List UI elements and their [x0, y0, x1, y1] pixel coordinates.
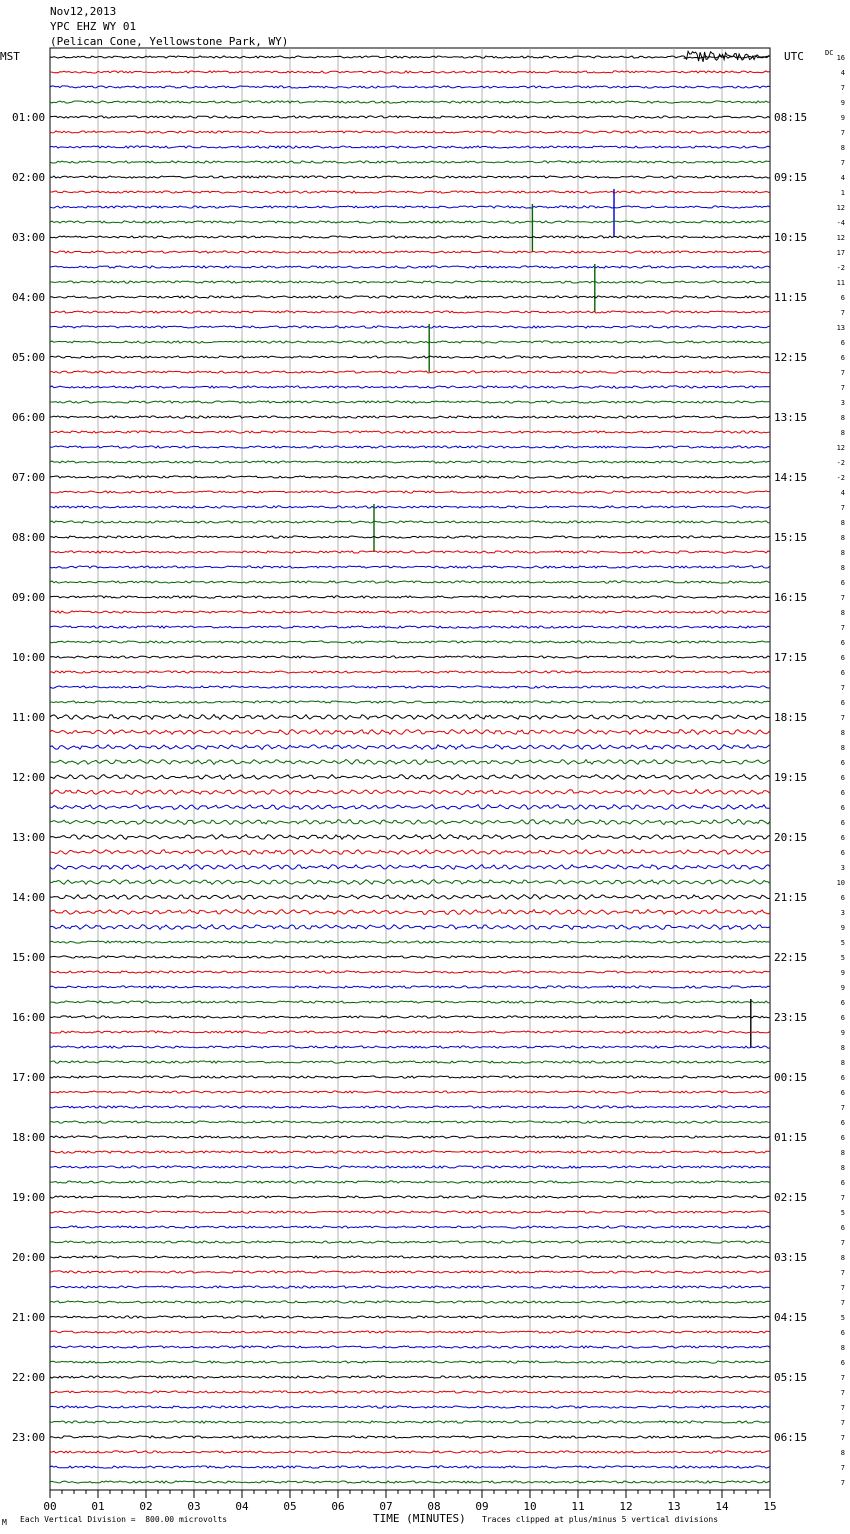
right-hour-label: 16:15 [774, 591, 808, 604]
dc-offset-value: 6 [840, 1089, 845, 1097]
dc-offset-value: 6 [840, 1329, 845, 1337]
trace-row [50, 416, 770, 418]
trace-row [50, 865, 770, 870]
trace-row [50, 1121, 770, 1123]
trace-row [50, 1421, 770, 1423]
scale-note: Each Vertical Division = 800.00 microvolts [20, 1515, 228, 1524]
dc-offset-value: 5 [840, 954, 845, 962]
trace-row [50, 1001, 770, 1003]
trace-row [50, 701, 770, 703]
dc-offset-value: 13 [836, 324, 845, 332]
dc-offset-value: 7 [840, 84, 845, 92]
x-tick-label: 09 [475, 1500, 489, 1513]
trace-row [50, 1316, 770, 1318]
trace-row [50, 745, 770, 750]
trace-row [50, 161, 770, 163]
dc-offset-value: 1 [840, 189, 845, 197]
dc-offset-value: 8 [840, 1254, 845, 1262]
left-hour-label: 20:00 [12, 1251, 46, 1264]
dc-offset-value: 8 [840, 144, 845, 152]
plot-date: Nov12,2013 [50, 5, 117, 18]
dc-offset-value: 6 [840, 1224, 845, 1232]
trace-row [50, 1376, 770, 1378]
dc-offset-value: 6 [840, 639, 845, 647]
dc-offset-value: 7 [840, 1464, 845, 1472]
dc-offset-value: 9 [840, 984, 845, 992]
x-tick-label: 07 [379, 1500, 393, 1513]
trace-row [50, 371, 770, 373]
trace-row [50, 1181, 770, 1183]
trace-row [50, 251, 770, 253]
trace-row [50, 986, 770, 988]
dc-offset-value: 16 [836, 54, 845, 62]
dc-offset-value: 6 [840, 1134, 845, 1142]
dc-offset-value: 6 [840, 354, 845, 362]
trace-row [50, 925, 770, 930]
trace-row [50, 1046, 770, 1048]
dc-offset-value: 7 [840, 504, 845, 512]
dc-offset-value: 8 [840, 534, 845, 542]
left-hour-label: 06:00 [12, 411, 46, 424]
trace-row [50, 1301, 770, 1303]
trace-row [50, 1271, 770, 1273]
trace-row [50, 775, 770, 780]
trace-row [50, 1061, 770, 1063]
dc-offset-value: -2 [836, 459, 845, 467]
dc-offset-value: 7 [840, 309, 845, 317]
dc-offset-value: 4 [840, 489, 845, 497]
dc-offset-value: 6 [840, 849, 845, 857]
trace-row [50, 266, 770, 268]
dc-offset-value: 6 [840, 654, 845, 662]
trace-row [50, 296, 770, 298]
trace-row [50, 461, 770, 463]
dc-offset-value: 6 [840, 1074, 845, 1082]
right-hour-label: 06:15 [774, 1431, 808, 1444]
x-tick-label: 11 [571, 1500, 585, 1513]
trace-row [50, 1211, 770, 1213]
trace-row [50, 1286, 770, 1288]
trace-row [50, 956, 770, 958]
left-hour-label: 22:00 [12, 1371, 46, 1384]
trace-row [50, 551, 770, 553]
x-tick-label: 14 [715, 1500, 729, 1513]
left-hour-label: 10:00 [12, 651, 46, 664]
trace-row [50, 910, 770, 915]
left-hour-label: 07:00 [12, 471, 46, 484]
dc-offset-value: 6 [840, 579, 845, 587]
trace-row [50, 656, 770, 658]
trace-row [50, 116, 770, 118]
trace-row [50, 686, 770, 688]
left-timezone-label: MST [0, 50, 20, 63]
left-hour-label: 18:00 [12, 1131, 46, 1144]
x-tick-label: 08 [427, 1500, 441, 1513]
dc-offset-label: DC [825, 49, 834, 57]
trace-row [50, 1481, 770, 1483]
dc-offset-value: 7 [840, 129, 845, 137]
dc-offset-value: 6 [840, 1014, 845, 1022]
right-hour-label: 05:15 [774, 1371, 808, 1384]
trace-row [50, 521, 770, 523]
x-tick-label: 05 [283, 1500, 297, 1513]
trace-row [50, 131, 770, 133]
right-hour-label: 22:15 [774, 951, 808, 964]
x-tick-label: 06 [331, 1500, 345, 1513]
dc-offset-value: 6 [840, 339, 845, 347]
trace-row [50, 760, 770, 765]
dc-offset-value: 6 [840, 999, 845, 1007]
right-hour-label: 04:15 [774, 1311, 808, 1324]
trace-row [50, 221, 770, 223]
dc-offset-value: 17 [836, 249, 845, 257]
dc-offset-value: 7 [840, 1374, 845, 1382]
left-hour-label: 11:00 [12, 711, 46, 724]
dc-offset-value: 8 [840, 549, 845, 557]
right-hour-label: 00:15 [774, 1071, 808, 1084]
dc-offset-value: 7 [840, 1389, 845, 1397]
x-tick-label: 12 [619, 1500, 633, 1513]
trace-row [50, 356, 770, 358]
x-tick-label: 00 [43, 1500, 57, 1513]
corner-mark: M [2, 1518, 7, 1527]
trace-row [50, 1451, 770, 1453]
dc-offset-value: 7 [840, 1194, 845, 1202]
trace-row [50, 805, 770, 810]
trace-row [50, 611, 770, 613]
right-hour-label: 09:15 [774, 171, 808, 184]
trace-row [50, 536, 770, 538]
left-hour-label: 17:00 [12, 1071, 46, 1084]
dc-offset-value: 6 [840, 789, 845, 797]
right-hour-label: 12:15 [774, 351, 808, 364]
right-hour-label: 11:15 [774, 291, 808, 304]
dc-offset-value: 4 [840, 69, 845, 77]
right-hour-label: 17:15 [774, 651, 808, 664]
dc-offset-value: 6 [840, 804, 845, 812]
left-hour-label: 15:00 [12, 951, 46, 964]
dc-offset-value: 7 [840, 1419, 845, 1427]
left-hour-label: 02:00 [12, 171, 46, 184]
dc-offset-value: 8 [840, 744, 845, 752]
dc-offset-value: 6 [840, 294, 845, 302]
dc-offset-value: 6 [840, 699, 845, 707]
dc-offset-value: 8 [840, 519, 845, 527]
trace-row [50, 850, 770, 855]
right-hour-label: 20:15 [774, 831, 808, 844]
dc-offset-value: 8 [840, 1149, 845, 1157]
trace-row [50, 895, 770, 900]
dc-offset-value: 7 [840, 1434, 845, 1442]
dc-offset-value: 9 [840, 924, 845, 932]
dc-offset-value: 9 [840, 969, 845, 977]
left-hour-label: 04:00 [12, 291, 46, 304]
dc-offset-value: 6 [840, 774, 845, 782]
dc-offset-value: 6 [840, 819, 845, 827]
dc-offset-value: 8 [840, 1449, 845, 1457]
dc-offset-value: 7 [840, 1284, 845, 1292]
trace-row [50, 835, 770, 840]
dc-offset-value: 6 [840, 834, 845, 842]
right-hour-label: 19:15 [774, 771, 808, 784]
dc-offset-value: 7 [840, 1404, 845, 1412]
trace-row [50, 1391, 770, 1393]
dc-offset-value: 6 [840, 759, 845, 767]
dc-offset-value: 4 [840, 174, 845, 182]
dc-offset-value: 7 [840, 1104, 845, 1112]
left-hour-label: 03:00 [12, 231, 46, 244]
dc-offset-value: 5 [840, 1314, 845, 1322]
dc-offset-value: 8 [840, 414, 845, 422]
dc-offset-value: 7 [840, 624, 845, 632]
right-hour-label: 03:15 [774, 1251, 808, 1264]
dc-offset-value: 9 [840, 114, 845, 122]
trace-row [50, 566, 770, 568]
dc-offset-value: 3 [840, 864, 845, 872]
left-hour-label: 14:00 [12, 891, 46, 904]
dc-offset-value: 12 [836, 204, 845, 212]
trace-row [50, 491, 770, 493]
station-location: (Pelican Cone, Yellowstone Park, WY) [50, 35, 289, 48]
trace-row [50, 431, 770, 433]
dc-offset-value: 6 [840, 1359, 845, 1367]
right-hour-label: 01:15 [774, 1131, 808, 1144]
dc-offset-value: 8 [840, 1344, 845, 1352]
trace-row [50, 1361, 770, 1363]
dc-offset-value: 7 [840, 1269, 845, 1277]
trace-row [50, 146, 770, 148]
dc-offset-value: 7 [840, 159, 845, 167]
trace-row [50, 311, 770, 313]
dc-offset-value: 12 [836, 234, 845, 242]
trace-row [50, 1226, 770, 1228]
dc-offset-value: 12 [836, 444, 845, 452]
trace-row [50, 401, 770, 403]
trace-row [50, 506, 770, 508]
dc-offset-value: -4 [836, 219, 845, 227]
trace-row [50, 1106, 770, 1108]
trace-row [50, 86, 770, 88]
x-tick-label: 01 [91, 1500, 105, 1513]
dc-offset-value: 6 [840, 1119, 845, 1127]
left-hour-label: 21:00 [12, 1311, 46, 1324]
dc-offset-value: 8 [840, 564, 845, 572]
trace-row [50, 1136, 770, 1138]
trace-row [50, 1331, 770, 1333]
trace-row [50, 971, 770, 973]
x-tick-label: 13 [667, 1500, 681, 1513]
dc-offset-value: 5 [840, 939, 845, 947]
trace-row [50, 1241, 770, 1243]
left-hour-label: 05:00 [12, 351, 46, 364]
trace-row [50, 56, 770, 58]
dc-offset-value: 8 [840, 1059, 845, 1067]
trace-row [50, 820, 770, 825]
dc-offset-value: 9 [840, 99, 845, 107]
right-hour-label: 21:15 [774, 891, 808, 904]
trace-row [50, 1466, 770, 1468]
trace-row [50, 581, 770, 583]
right-hour-label: 08:15 [774, 111, 808, 124]
dc-offset-value: 6 [840, 669, 845, 677]
dc-offset-value: 6 [840, 1179, 845, 1187]
dc-offset-value: 7 [840, 1479, 845, 1487]
trace-row [50, 1196, 770, 1198]
dc-offset-value: 7 [840, 594, 845, 602]
x-tick-label: 03 [187, 1500, 201, 1513]
trace-row [50, 1436, 770, 1438]
dc-offset-value: 7 [840, 714, 845, 722]
trace-row [50, 1406, 770, 1408]
trace-row [50, 715, 770, 720]
trace-row [50, 730, 770, 735]
trace-row [50, 326, 770, 328]
dc-offset-value: 8 [840, 1044, 845, 1052]
dc-offset-value: 11 [836, 279, 845, 287]
station-code: YPC EHZ WY 01 [50, 20, 137, 33]
trace-row [50, 101, 770, 103]
left-hour-label: 12:00 [12, 771, 46, 784]
left-hour-label: 08:00 [12, 531, 46, 544]
trace-row [50, 1076, 770, 1078]
left-hour-label: 16:00 [12, 1011, 46, 1024]
dc-offset-value: -2 [836, 264, 845, 272]
trace-row [50, 206, 770, 208]
right-hour-label: 14:15 [774, 471, 808, 484]
trace-row [50, 941, 770, 943]
trace-row [50, 236, 770, 238]
left-hour-label: 19:00 [12, 1191, 46, 1204]
x-tick-label: 02 [139, 1500, 153, 1513]
dc-offset-value: 7 [840, 369, 845, 377]
dc-offset-value: 7 [840, 384, 845, 392]
right-hour-label: 18:15 [774, 711, 808, 724]
trace-row [50, 71, 770, 73]
dc-offset-value: 8 [840, 729, 845, 737]
dc-offset-value: -2 [836, 474, 845, 482]
trace-row [50, 596, 770, 598]
trace-row [50, 281, 770, 283]
trace-row [50, 1151, 770, 1153]
trace-row [50, 1016, 770, 1018]
trace-row [50, 671, 770, 673]
trace-row [50, 880, 770, 885]
trace-row [50, 626, 770, 628]
right-timezone-label: UTC [784, 50, 804, 63]
dc-offset-value: 3 [840, 399, 845, 407]
dc-offset-value: 8 [840, 609, 845, 617]
right-hour-label: 15:15 [774, 531, 808, 544]
dc-offset-value: 3 [840, 909, 845, 917]
dc-offset-value: 7 [840, 684, 845, 692]
dc-offset-value: 7 [840, 1299, 845, 1307]
x-tick-label: 10 [523, 1500, 537, 1513]
x-axis-title: TIME (MINUTES) [373, 1512, 466, 1525]
left-hour-label: 23:00 [12, 1431, 46, 1444]
dc-offset-value: 9 [840, 1029, 845, 1037]
clip-note: Traces clipped at plus/minus 5 vertical divisions [482, 1515, 719, 1524]
x-tick-label: 04 [235, 1500, 249, 1513]
dc-offset-value: 5 [840, 1209, 845, 1217]
trace-row [50, 476, 770, 478]
dc-offset-value: 6 [840, 894, 845, 902]
trace-row [50, 446, 770, 448]
right-hour-label: 02:15 [774, 1191, 808, 1204]
plot-frame [50, 48, 770, 1490]
trace-row [50, 1256, 770, 1258]
trace-row [50, 790, 770, 795]
trace-row [50, 641, 770, 643]
dc-offset-value: 7 [840, 1239, 845, 1247]
dc-offset-value: 8 [840, 1164, 845, 1172]
left-hour-label: 01:00 [12, 111, 46, 124]
trace-row [50, 341, 770, 343]
trace-row [50, 1091, 770, 1093]
x-tick-label: 15 [763, 1500, 777, 1513]
trace-row [50, 1166, 770, 1168]
trace-row [50, 1346, 770, 1348]
trace-row [50, 386, 770, 388]
left-hour-label: 09:00 [12, 591, 46, 604]
left-hour-label: 13:00 [12, 831, 46, 844]
right-hour-label: 10:15 [774, 231, 808, 244]
trace-row [50, 176, 770, 178]
trace-row [50, 191, 770, 193]
right-hour-label: 13:15 [774, 411, 808, 424]
dc-offset-value: 10 [836, 879, 845, 887]
dc-offset-value: 8 [840, 429, 845, 437]
right-hour-label: 23:15 [774, 1011, 808, 1024]
trace-row [50, 1031, 770, 1033]
